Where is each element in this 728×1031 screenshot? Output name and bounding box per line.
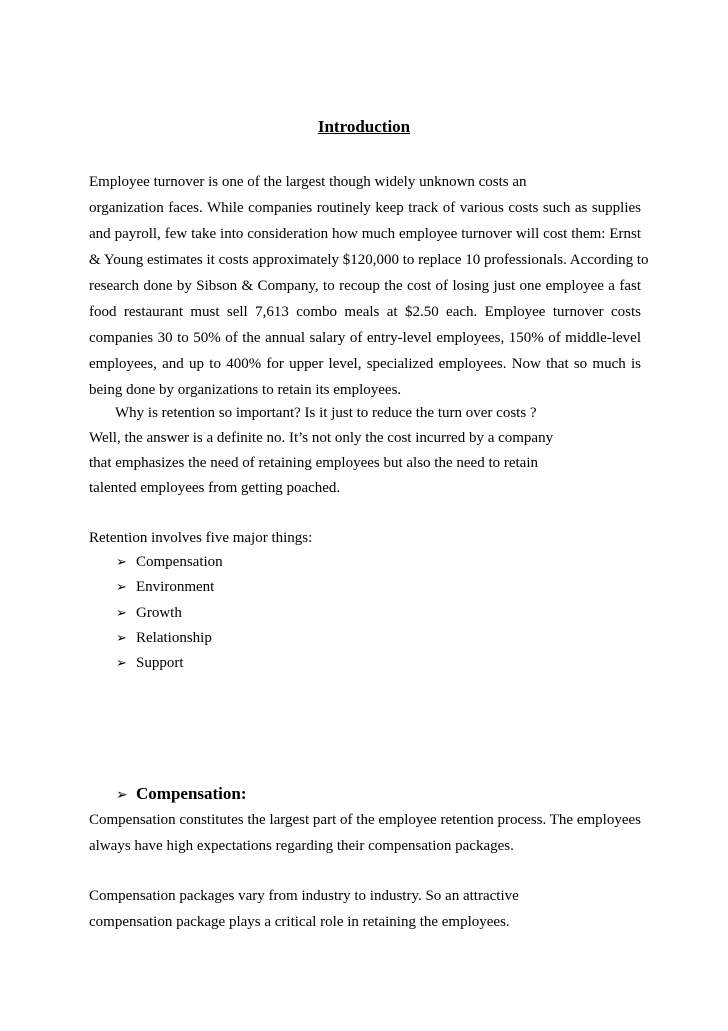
- intro-line: organization faces. While companies routinely keep track of various costs such as supplies: [89, 200, 641, 216]
- intro-line: research done by Sibson & Company, to recoup the cost of losing just one employee a fast: [89, 278, 641, 294]
- arrow-bullet-icon: ➢: [116, 631, 127, 646]
- list-item: [116, 653, 184, 674]
- list-item-label: Growth: [136, 605, 182, 621]
- comp-para1-line: Compensation constitutes the largest part of the employee retention process. The employees: [89, 812, 641, 828]
- list-item: [116, 552, 223, 573]
- comp-para2-line: compensation package plays a critical role in retaining the employees.: [89, 914, 510, 930]
- why-line: Why is retention so important? Is it just to reduce the turn over costs ?: [115, 405, 537, 421]
- arrow-bullet-icon: ➢: [116, 606, 127, 621]
- list-item: [116, 603, 182, 624]
- intro-line: and payroll, few take into consideration how much employee turnover will cost them: Ernst: [89, 226, 641, 242]
- list-item-label: Support: [136, 655, 184, 671]
- retention-intro: Retention involves five major things:: [89, 530, 313, 546]
- comp-para1-line: always have high expectations regarding their compensation packages.: [89, 838, 514, 854]
- section-heading-compensation: [116, 782, 247, 807]
- intro-line: food restaurant must sell 7,613 combo meals at $2.50 each. Employee turnover costs: [89, 304, 641, 320]
- list-item: [116, 577, 214, 598]
- list-item: [116, 628, 212, 649]
- arrow-bullet-icon: ➢: [116, 656, 127, 671]
- list-item-label: Compensation: [136, 554, 223, 570]
- why-line: that emphasizes the need of retaining employees but also the need to retain: [89, 455, 539, 471]
- list-item-label: Environment: [136, 579, 215, 595]
- intro-line: & Young estimates it costs approximately $120,000 to replace 10 professionals. According to: [89, 252, 649, 268]
- page-title: Introduction: [317, 117, 411, 136]
- intro-line: employees, and up to 400% for upper level, specialized employees. Now that so much is: [89, 356, 641, 372]
- comp-para2-line: Compensation packages vary from industry to industry. So an attractive: [89, 888, 519, 904]
- arrow-bullet-icon: ➢: [116, 555, 127, 570]
- arrow-bullet-icon: ➢: [116, 580, 127, 595]
- intro-line: being done by organizations to retain its employees.: [89, 382, 402, 398]
- list-item-label: Relationship: [136, 630, 212, 646]
- section-heading-label: Compensation:: [136, 784, 247, 803]
- why-line: talented employees from getting poached.: [89, 480, 341, 496]
- arrow-bullet-icon: ➢: [116, 787, 128, 803]
- intro-line: Employee turnover is one of the largest though widely unknown costs an: [89, 174, 527, 190]
- intro-line: companies 30 to 50% of the annual salary of entry-level employees, 150% of middle-level: [89, 330, 641, 346]
- why-line: Well, the answer is a definite no. It’s not only the cost incurred by a company: [89, 430, 554, 446]
